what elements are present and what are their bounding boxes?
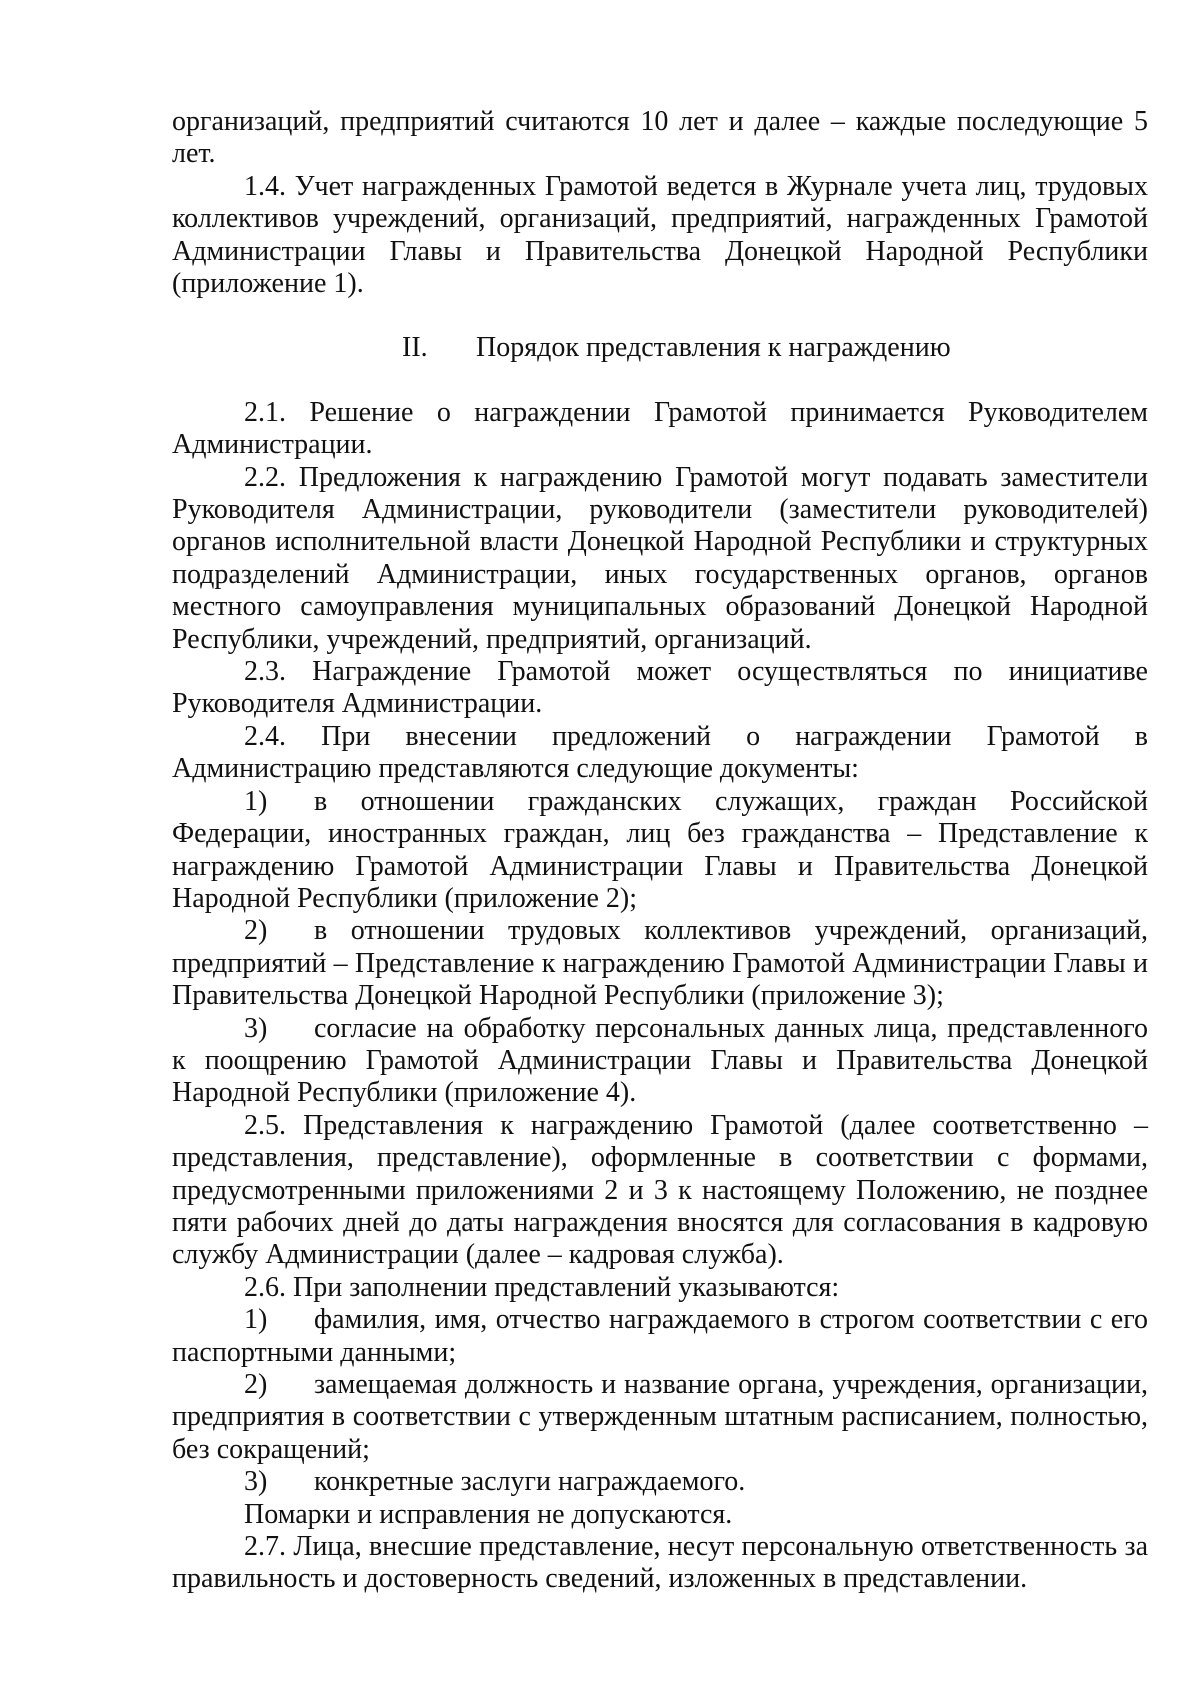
list-marker: 3) [244,1466,268,1498]
section-number: II. [402,332,428,364]
list-item-text: замещаемая должность и название органа, учреждения, организации, предприятия в соответствии с утвержденным штатным расписанием, полностью, без сокращений; [172,1369,1148,1465]
list-item-text: в отношении гражданских служащих, граждан Российской Федерации, иностранных граждан, лиц без гражданства – Представление к награждению Грамотой Администрации Главы и Правительства Донецкой Народной Республики (приложение 2); [172,785,1148,914]
paragraph-2-6: 2.6. При заполнении представлений указываются: [244,1271,840,1303]
list-marker: 3) [244,1012,268,1044]
list-item [172,1013,1148,1110]
list-item-text: фамилия, имя, отчество награждаемого в строгом соответствии с его паспортными данными; [172,1304,1148,1368]
list-marker: 1) [244,785,268,817]
list-item [172,915,1148,1012]
paragraph-1-4: 1.4. Учет награжденных Грамотой ведется в Журнале учета лиц, трудовых коллективов учреждений, организаций, предприятий, награжденных Грамотой Администрации Главы и Правительства Донецкой Народной Республики (приложение 1). [172,170,1148,300]
section-title: Порядок представления к награждению [476,332,951,364]
list-item [172,786,1148,916]
list-item [172,1369,1148,1466]
list-item-text: в отношении трудовых коллективов учреждений, организаций, предприятий – Представление к награждению Грамотой Администрации Главы и Правительства Донецкой Народной Республики (приложение 3); [172,915,1148,1012]
document-page [172,106,1148,1596]
paragraph-continuation: организаций, предприятий считаются 10 лет и далее – каждые последующие 5 лет. [172,106,1148,170]
list-marker: 2) [244,1369,268,1401]
paragraph-2-2: 2.2. Предложения к награждению Грамотой могут подавать заместители Руководителя Администрации, руководители (заместители руководителей) органов исполнительной власти Донецкой Народной Республики и структурных подразделений Администрации, иных государственных органов, органов местного самоуправления муниципальных образований Донецкой Народной Республики, учреждений, предприятий, организаций. [172,461,1148,655]
paragraph-2-7: 2.7. Лица, внесшие представление, несут персональную ответственность за правильность и достоверность сведений, изложенных в представлении. [172,1531,1148,1595]
section-heading [172,332,1148,364]
list-marker: 2) [244,915,268,947]
list-item-text: согласие на обработку персональных данных лица, представленного к поощрению Грамотой Администрации Главы и Правительства Донецкой Народной Республики (приложение 4). [172,1012,1148,1109]
paragraph-2-1: 2.1. Решение о награждении Грамотой принимается Руководителем Администрации. [172,396,1148,461]
list-item [172,1466,1148,1498]
note-paragraph: Помарки и исправления не допускаются. [244,1498,733,1530]
list-marker: 1) [244,1304,268,1336]
paragraph-2-4: 2.4. При внесении предложений о награждении Грамотой в Администрацию представляются следующие документы: [172,720,1148,785]
paragraph-2-5: 2.5. Представления к награждению Грамотой (далее соответственно – представления, представление), оформленные в соответствии с формами, предусмотренными приложениями 2 и 3 к настоящему Положению, не позднее пяти рабочих дней до даты награждения вносятся для согласования в кадровую службу Администрации (далее – кадровая служба). [172,1109,1148,1271]
list-item-text: конкретные заслуги награждаемого. [314,1466,746,1498]
list-item [172,1304,1148,1369]
paragraph-2-3: 2.3. Награждение Грамотой может осуществляться по инициативе Руководителя Администрации. [172,656,1148,720]
